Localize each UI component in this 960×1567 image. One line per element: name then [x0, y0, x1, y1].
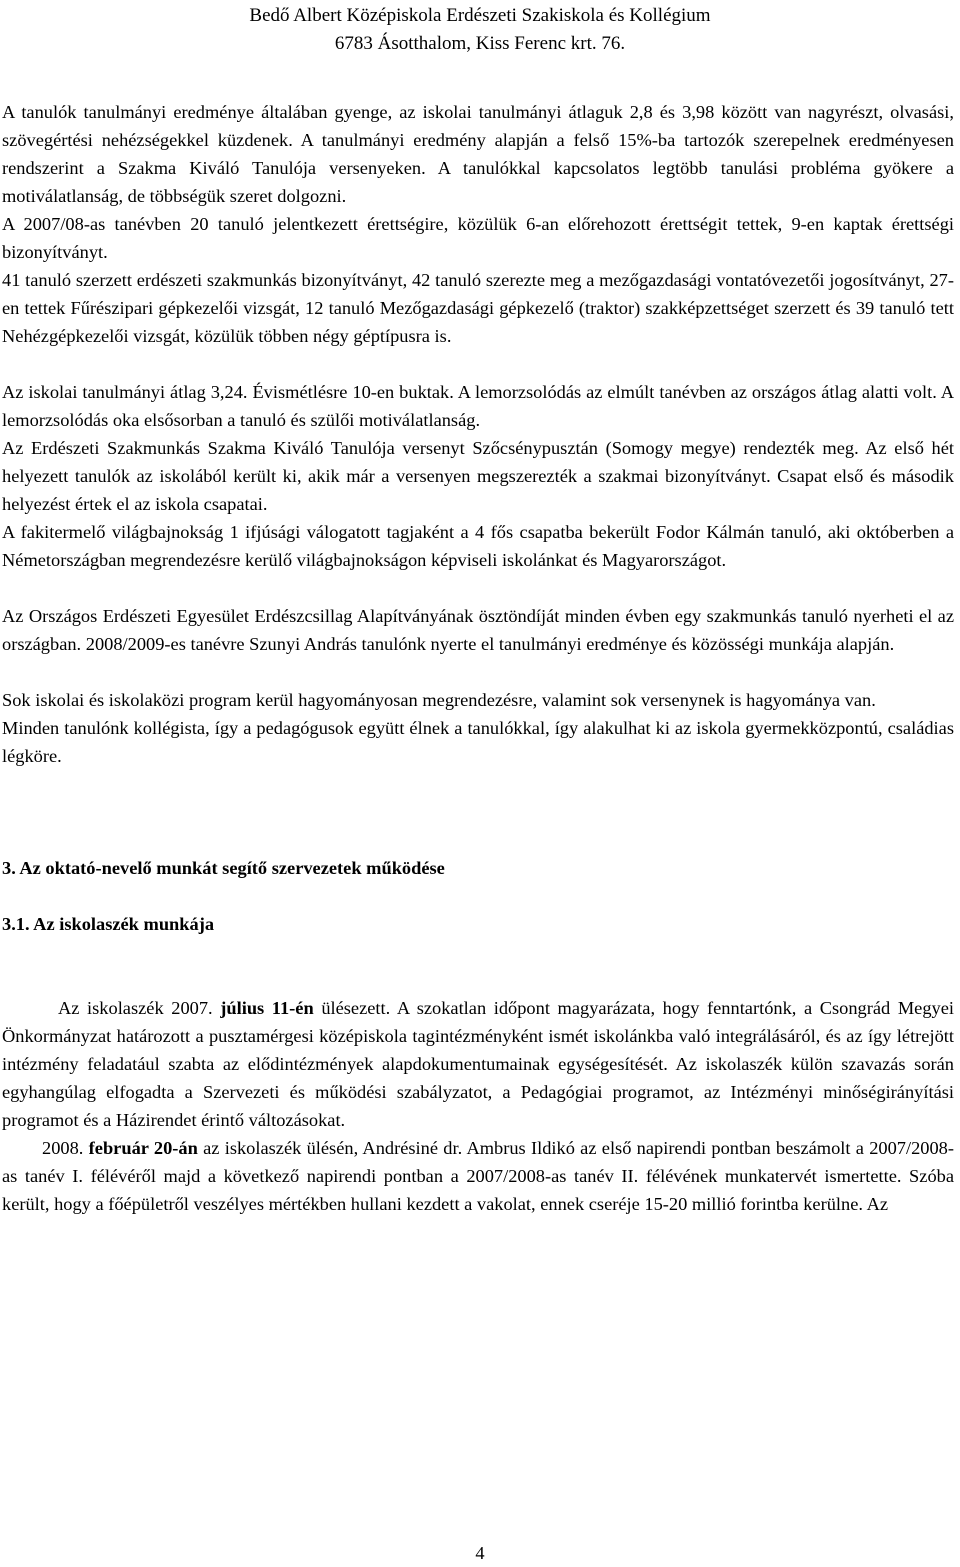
- document-body: [2, 98, 954, 1218]
- section-heading-3-1: 3.1. Az iskolaszék munkája: [2, 914, 215, 934]
- p10-date-bold: július 11-én: [220, 998, 314, 1018]
- paragraph-scholarship: Az Országos Erdészeti Egyesület Erdészcsillag Alapítványának ösztöndíját minden évben egy szakmunkás tanuló nyerheti el az országban. 2008/2009-es tanévre Szunyi András tanulónk nyerte el tanulmányi eredménye és közösségi munkája alapján.: [2, 606, 954, 654]
- paragraph-dormitory: Minden tanulónk kollégista, így a pedagógusok együtt élnek a tanulókkal, így alakulhat ki az iskola gyermekközpontú, családias légköre.: [2, 718, 954, 766]
- page-number: 4: [475, 1543, 485, 1563]
- paragraph-programs: Sok iskolai és iskolaközi program kerül hagyományosan megrendezésre, valamint sok versenynek is hagyománya van.: [2, 690, 876, 710]
- paragraph-world-championship: A fakitermelő világbajnokság 1 ifjúsági válogatott tagjaként a 4 fős csapatba bekerült Fodor Kálmán tanuló, aki októberben a Németországban megrendezésre kerülő világbajnokságon képviseli iskolánkat és Magyarországot.: [2, 522, 954, 570]
- p10-text-rest: ülésezett. A szokatlan időpont magyarázata, hogy fenntartónk, a Csongrád Megyei Önkormányzat határozott a pusztamérgesi középiskola tagintézményként ismét iskolánkba való integrálásáról, és az így létrejött intézmény feladatául szabta az elődintézmények alapdokumentumainak egységesítését. Az iskolaszék külön szavazás során egyhangúlag elfogadta a Szervezeti és működési szabályzatot, a Pedagógiai programot, az Intézményi minőségirányítási programot és a Házirendet érintő változásokat.: [2, 998, 955, 1130]
- page-header: [0, 2, 960, 58]
- header-address: 6783 Ásotthalom, Kiss Ferenc krt. 76.: [334, 33, 626, 54]
- paragraph-study-results: A tanulók tanulmányi eredménye általában gyenge, az iskolai tanulmányi átlaguk 2,8 és 3,98 között van nagyrészt, olvasási, szövegértési nehézségekkel küzdenek. A tanulmányi eredmény alapján a felső 15%-ba tartozók szerepelnek eredményesen rendszerint a Szakma Kiváló Tanulója versenyeken. A tanulókkal kapcsolatos legtöbb tanulási probléma gyökere a motiválatlanság, de többségük szeret dolgozni.: [2, 102, 954, 206]
- p11-text-rest: az iskolaszék ülésén, Andrésiné dr. Ambrus Ildikó az első napirendi pontban beszámolt a 2007/2008-as tanév I. félévéről majd a következő napirendi pontban a 2007/2008-as tanév II. félévének munkatervét ismertette. Szóba került, hogy a főépületről veszélyes mértékben hullani kezdett a vakolat, ennek cseréje 15-20 millió forintba kerülne. Az: [2, 1138, 954, 1214]
- paragraph-matura: A 2007/08-as tanévben 20 tanuló jelentkezett érettségire, közülük 6-an előrehozott érettségit tettek, 9-en kaptak érettségi bizonyítványt.: [2, 214, 954, 262]
- paragraph-competition: Az Erdészeti Szakmunkás Szakma Kiváló Tanulója versenyt Szőcsénypusztán (Somogy megye) rendezték meg. Az első hét helyezett tanulók az iskolából került ki, akik már a versenyen megszerezték a szakmai bizonyítványt. Csapat első és második helyezést értek el az iskola csapatai.: [2, 438, 954, 514]
- paragraph-school-board-2008: [2, 1134, 954, 1218]
- section-heading-3: 3. Az oktató-nevelő munkát segítő szervezetek működése: [2, 858, 445, 878]
- paragraph-certificates: 41 tanuló szerzett erdészeti szakmunkás bizonyítványt, 42 tanuló szerezte meg a mezőgazdasági vontatóvezetői jogosítványt, 27-en tettek Fűrészipari gépkezelői vizsgát, 12 tanuló Mezőgazdasági gépkezelő (traktor) szakképzettséget szerzett és 39 tanuló tett Nehézgépkezelői vizsgát, közülük többen négy géptípusra is.: [2, 270, 954, 346]
- header-school-name: Bedő Albert Középiskola Erdészeti Szakiskola és Kollégium: [249, 5, 711, 26]
- p11-text-start: 2008.: [42, 1138, 84, 1158]
- paragraph-average: Az iskolai tanulmányi átlag 3,24. Évismétlésre 10-en buktak. A lemorzsolódás az elmúlt tanévben az országos átlag alatti volt. A lemorzsolódás oka elsősorban a tanuló és szülői motiválatlanság.: [2, 382, 954, 430]
- paragraph-school-board-2007: [2, 994, 954, 1134]
- p11-date-bold: február 20-án: [88, 1138, 198, 1158]
- p10-text-start: Az iskolaszék 2007.: [58, 998, 213, 1018]
